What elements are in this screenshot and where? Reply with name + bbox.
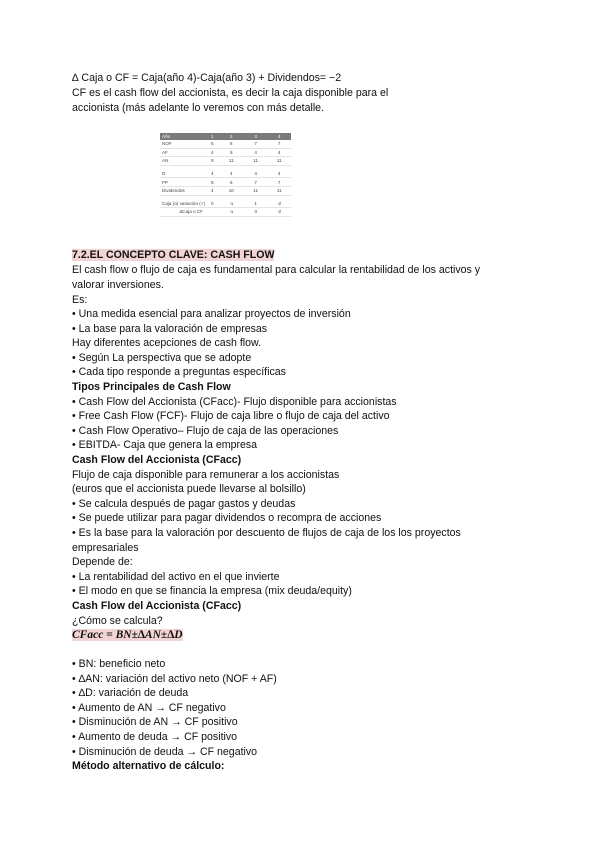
- bullet-item: • Free Cash Flow (FCF)- Flujo de caja libre o flujo de caja del activo: [72, 410, 390, 422]
- bullet-item: • Cash Flow Operativo– Flujo de caja de las operaciones: [72, 425, 339, 437]
- table-cell: 11: [244, 186, 268, 195]
- bullet-item: • La rentabilidad del activo en el que invierte: [72, 571, 280, 583]
- bullet-item: • Cada tipo responde a preguntas específicas: [72, 366, 286, 378]
- text-line: CF es el cash flow del accionista, es decir la caja disponible para el: [72, 87, 389, 99]
- text-line: Depende de:: [72, 556, 133, 568]
- table-row: [160, 178, 291, 187]
- cf-equation: ∆ Caja o CF = Caja(año 4)-Caja(año 3) + Dividendos= −2: [72, 72, 342, 84]
- table-header-cell: Año: [160, 133, 206, 140]
- bullet-item: • Aumento de deuda → CF positivo: [72, 731, 238, 743]
- table-header-cell: 1: [206, 133, 219, 140]
- table-cell: 6: [219, 140, 244, 148]
- table-cell: 4: [267, 148, 291, 157]
- bullet-item: • El modo en que se financia la empresa (mix deuda/equity): [72, 585, 352, 597]
- table-cell: 10: [219, 186, 244, 195]
- section-heading-text: 7.2.EL CONCEPTO CLAVE: CASH FLOW: [72, 249, 275, 261]
- table-cell: 5: [219, 148, 244, 157]
- table-cell: 5: [206, 178, 219, 187]
- table-cell: Dividendos: [160, 186, 206, 195]
- table-cell: 4: [219, 170, 244, 178]
- table-cell: 6: [219, 178, 244, 187]
- table-header-cell: 2: [219, 133, 244, 140]
- table-cell: AF: [160, 148, 206, 157]
- balance-table: [160, 133, 291, 217]
- table-cell: 4: [267, 170, 291, 178]
- table-cell: 4: [206, 148, 219, 157]
- table-row: [160, 157, 291, 166]
- formula: [72, 628, 183, 642]
- table-cell: 4: [206, 186, 219, 195]
- table-cell: D: [160, 170, 206, 178]
- bullet-item: • Una medida esencial para analizar proyectos de inversión: [72, 308, 351, 320]
- subheading: Cash Flow del Accionista (CFacc): [72, 454, 242, 466]
- bullet-item: • BN: beneficio neto: [72, 658, 166, 670]
- table-cell: Caja (o) variación (+): [162, 200, 206, 206]
- text-line: accionista (más adelante lo veremos con más detalle.: [72, 102, 325, 114]
- table-cell: 7: [267, 140, 291, 148]
- table-cell: -1: [219, 200, 244, 208]
- table-header-cell: 4: [267, 133, 291, 140]
- table-cell: 11: [267, 157, 291, 166]
- bullet-item: • ∆D: variación de deuda: [72, 687, 189, 699]
- text-line: Hay diferentes acepciones de cash flow.: [72, 337, 262, 349]
- table-cell: 7: [244, 140, 268, 148]
- text-line: Es:: [72, 294, 88, 306]
- subheading: Cash Flow del Accionista (CFacc): [72, 600, 242, 612]
- bullet-item: • Disminución de AN → CF positivo: [72, 716, 238, 728]
- table-cell: 11: [219, 157, 244, 166]
- bullet-item: • Aumento de AN → CF negativo: [72, 702, 226, 714]
- bullet-item: • Cash Flow del Accionista (CFacc)- Flujo disponible para accionistas: [72, 396, 397, 408]
- table-cell: -1: [219, 208, 244, 217]
- subheading: Tipos Principales de Cash Flow: [72, 381, 231, 393]
- table-cell: 11: [244, 157, 268, 166]
- bullet-item: • EBITDA- Caja que genera la empresa: [72, 439, 258, 451]
- table-row: [160, 208, 291, 217]
- table-cell: 11: [267, 186, 291, 195]
- table-cell: 7: [244, 178, 268, 187]
- text-line: (euros que el accionista puede llevarse al bolsillo): [72, 483, 306, 495]
- table-cell: 4: [206, 170, 219, 178]
- table-cell: 5: [206, 140, 219, 148]
- bullet-item: • Se puede utilizar para pagar dividendos o recompra de acciones: [72, 512, 382, 524]
- table-cell: 4: [244, 170, 268, 178]
- bullet-item: • La base para la valoración de empresas: [72, 323, 268, 335]
- subheading: Método alternativo de cálculo:: [72, 760, 225, 772]
- bullet-item: • Según La perspectiva que se adopte: [72, 352, 252, 364]
- section-heading: [72, 248, 274, 262]
- table-row: [160, 200, 291, 208]
- table-row: [160, 186, 291, 195]
- table-cell: ∆Caja o CF: [160, 208, 206, 217]
- table-cell: -2: [267, 208, 291, 217]
- table-header-row: [160, 133, 291, 140]
- text-line: valorar inversiones.: [72, 279, 164, 291]
- bullet-item: • Se calcula después de pagar gastos y deudas: [72, 498, 296, 510]
- table-cell: [206, 208, 219, 217]
- bullet-item: • ∆AN: variación del activo neto (NOF + AF): [72, 673, 277, 685]
- table-row: [160, 148, 291, 157]
- table-cell: 3: [244, 208, 268, 217]
- table-header-cell: 3: [244, 133, 268, 140]
- table-cell: -2: [267, 200, 291, 208]
- table-cell: 4: [244, 148, 268, 157]
- table-cell: AN: [160, 157, 206, 166]
- text-line: El cash flow o flujo de caja es fundamental para calcular la rentabilidad de los activos y: [72, 264, 481, 276]
- table-cell: 0: [206, 200, 219, 208]
- bullet-item: • Es la base para la valoración por descuento de flujos de caja de los los proyectos: [72, 527, 461, 539]
- table-cell: NOF: [160, 140, 206, 148]
- table-row: [160, 140, 291, 148]
- table-cell: 7: [267, 178, 291, 187]
- text-line: empresariales: [72, 542, 139, 554]
- bullet-item: • Disminución de deuda → CF negativo: [72, 746, 258, 758]
- text-line: Flujo de caja disponible para remunerar a los accionistas: [72, 469, 340, 481]
- table-cell: FP: [160, 178, 206, 187]
- table-row: [160, 170, 291, 178]
- text-line: ¿Cómo se calcula?: [72, 615, 163, 627]
- table-cell: 9: [206, 157, 219, 166]
- formula-text: CFacc = BN±∆AN±∆D: [72, 629, 183, 641]
- table-cell: 1: [244, 200, 268, 208]
